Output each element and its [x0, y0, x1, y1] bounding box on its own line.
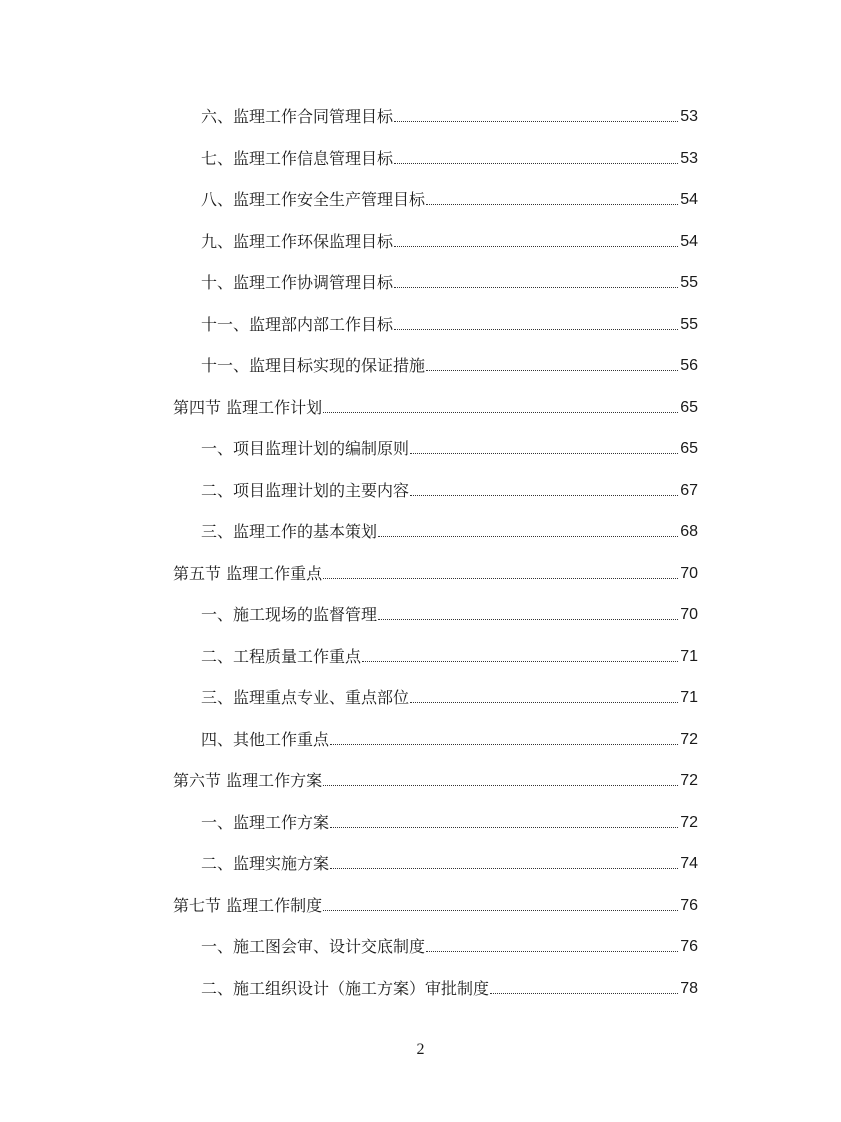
toc-entry-title: 第六节 监理工作方案 — [173, 771, 323, 790]
toc-item-entry[interactable] — [201, 969, 698, 999]
toc-entry-title: 第五节 监理工作重点 — [173, 563, 323, 583]
toc-entry-title: 十、监理工作协调管理目标 — [201, 273, 394, 292]
toc-entry-page-number: 70 — [680, 606, 698, 623]
toc-item-entry[interactable] — [201, 429, 698, 459]
toc-entry-page-number: 65 — [680, 398, 698, 416]
toc-entry-page-number: 72 — [680, 772, 698, 789]
toc-item-entry[interactable] — [201, 139, 698, 169]
toc-item-entry[interactable] — [201, 678, 698, 708]
toc-entry-title: 二、施工组织设计（施工方案）审批制度 — [201, 978, 490, 998]
toc-dot-leader — [410, 453, 678, 454]
toc-dot-leader — [490, 993, 678, 994]
toc-item-entry[interactable] — [201, 595, 698, 625]
toc-entry-page-number: 53 — [680, 108, 698, 125]
toc-dot-leader — [394, 163, 678, 164]
toc-entry-title: 一、施工图会审、设计交底制度 — [201, 937, 426, 956]
toc-dot-leader — [426, 204, 678, 205]
toc-section-entry[interactable] — [173, 886, 698, 916]
toc-entry-page-number: 56 — [680, 357, 698, 374]
toc-dot-leader — [410, 495, 678, 496]
toc-dot-leader — [378, 536, 678, 537]
toc-item-entry[interactable] — [201, 180, 698, 210]
toc-dot-leader — [323, 910, 678, 911]
toc-item-entry[interactable] — [201, 97, 698, 127]
toc-entry-page-number: 72 — [680, 813, 698, 831]
toc-entry-title: 二、监理实施方案 — [201, 854, 330, 873]
toc-dot-leader — [394, 246, 678, 247]
toc-entry-page-number: 76 — [680, 896, 698, 914]
toc-entry-page-number: 55 — [680, 315, 698, 333]
toc-entry-title: 二、工程质量工作重点 — [201, 646, 362, 666]
toc-entry-title: 六、监理工作合同管理目标 — [201, 107, 394, 126]
toc-item-entry[interactable] — [201, 844, 698, 874]
toc-entry-title: 第四节 监理工作计划 — [173, 397, 323, 417]
toc-dot-leader — [394, 287, 678, 288]
toc-entry-page-number: 76 — [680, 938, 698, 955]
toc-section-entry[interactable] — [173, 388, 698, 418]
toc-entry-title: 一、项目监理计划的编制原则 — [201, 439, 410, 458]
toc-entry-title: 九、监理工作环保监理目标 — [201, 231, 394, 251]
toc-item-entry[interactable] — [201, 512, 698, 542]
toc-entry-page-number: 68 — [680, 523, 698, 540]
toc-entry-page-number: 74 — [680, 855, 698, 872]
toc-dot-leader — [394, 329, 678, 330]
toc-dot-leader — [330, 868, 678, 869]
toc-entry-page-number: 53 — [680, 149, 698, 167]
toc-dot-leader — [330, 744, 678, 745]
toc-entry-page-number: 67 — [680, 481, 698, 499]
toc-entry-page-number: 55 — [680, 274, 698, 291]
toc-dot-leader — [330, 827, 678, 828]
toc-dot-leader — [394, 121, 678, 122]
toc-item-entry[interactable] — [201, 346, 698, 376]
toc-entry-title: 二、项目监理计划的主要内容 — [201, 480, 410, 500]
toc-dot-leader — [426, 951, 678, 952]
toc-item-entry[interactable] — [201, 637, 698, 667]
toc-entry-page-number: 54 — [680, 191, 698, 208]
toc-section-entry[interactable] — [173, 761, 698, 791]
page-number: 2 — [416, 1041, 425, 1058]
toc-entry-title: 八、监理工作安全生产管理目标 — [201, 190, 426, 209]
toc-item-entry[interactable] — [201, 471, 698, 501]
toc-dot-leader — [323, 412, 678, 413]
toc-entry-title: 四、其他工作重点 — [201, 729, 330, 749]
toc-entry-title: 十一、监理部内部工作目标 — [201, 314, 394, 334]
toc-item-entry[interactable] — [201, 305, 698, 335]
toc-item-entry[interactable] — [201, 720, 698, 750]
toc-entry-title: 一、施工现场的监督管理 — [201, 605, 378, 624]
toc-entry-title: 三、监理重点专业、重点部位 — [201, 688, 410, 707]
toc-dot-leader — [323, 578, 678, 579]
toc-entry-title: 一、监理工作方案 — [201, 812, 330, 832]
toc-dot-leader — [410, 702, 678, 703]
toc-entry-title: 三、监理工作的基本策划 — [201, 522, 378, 541]
toc-entry-title: 十一、监理目标实现的保证措施 — [201, 356, 426, 375]
toc-dot-leader — [426, 370, 678, 371]
toc-entry-title: 第七节 监理工作制度 — [173, 895, 323, 915]
toc-entry-page-number: 72 — [680, 730, 698, 748]
toc-dot-leader — [362, 661, 678, 662]
toc-item-entry[interactable] — [201, 803, 698, 833]
toc-entry-page-number: 71 — [680, 647, 698, 665]
toc-item-entry[interactable] — [201, 222, 698, 252]
toc-entry-page-number: 54 — [680, 232, 698, 250]
toc-dot-leader — [378, 619, 678, 620]
toc-entry-title: 七、监理工作信息管理目标 — [201, 148, 394, 168]
toc-entry-page-number: 71 — [680, 689, 698, 706]
toc-entry-page-number: 65 — [680, 440, 698, 457]
toc-item-entry[interactable] — [201, 263, 698, 293]
toc-section-entry[interactable] — [173, 554, 698, 584]
toc-entry-page-number: 78 — [680, 979, 698, 997]
toc-entry-page-number: 70 — [680, 564, 698, 582]
toc-item-entry[interactable] — [201, 927, 698, 957]
toc-dot-leader — [323, 785, 678, 786]
